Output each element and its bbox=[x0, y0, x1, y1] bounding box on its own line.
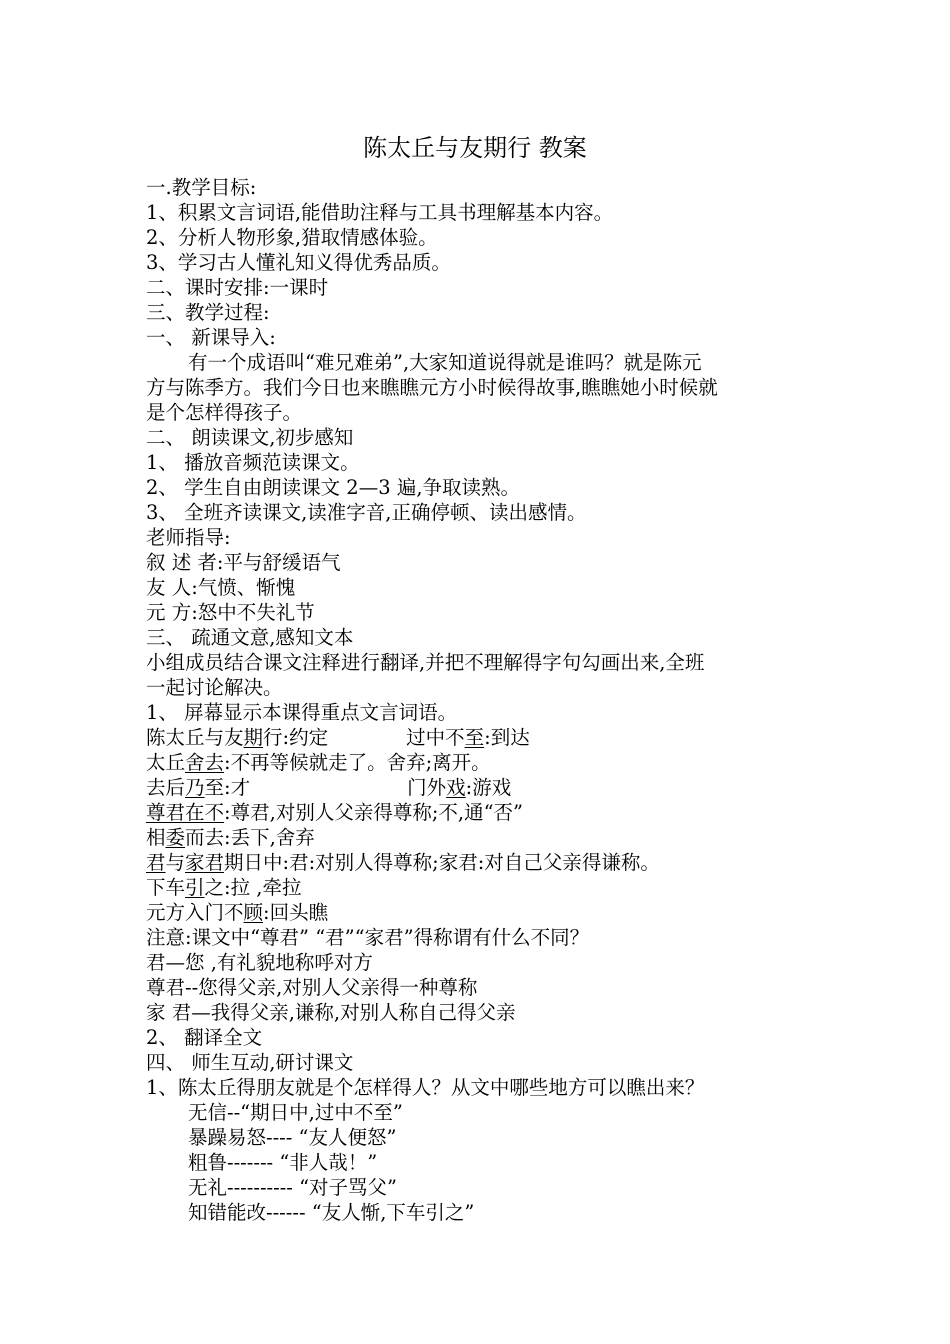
list-item: 2、 翻译全文 bbox=[146, 1026, 263, 1049]
vocab-key-word: 顾 bbox=[243, 901, 264, 924]
note-line: 尊君--您得父亲,对别人父亲得一种尊称 bbox=[146, 976, 478, 999]
vocab-line bbox=[146, 775, 820, 800]
vocab-text: :不再等候就走了。舍弃;离开。 bbox=[224, 751, 491, 774]
vocab-text: 与 bbox=[165, 851, 186, 874]
guidance-item: 友 人:气愤、惭愧 bbox=[146, 576, 296, 599]
objective-item: 2、分析人物形象,猎取情感体验。 bbox=[146, 226, 438, 249]
vocab-text: 门外 bbox=[407, 776, 447, 799]
list-item: 2、 学生自由朗读课文 2—3 遍,争取读熟。 bbox=[146, 476, 521, 499]
guidance-item: 元 方:怒中不失礼节 bbox=[146, 601, 315, 624]
vocab-text: 陈太丘与友 bbox=[146, 726, 244, 749]
section-heading: 二、课时安排:一课时 bbox=[146, 276, 329, 299]
vocab-text: 过中不 bbox=[406, 726, 465, 749]
vocab-key-word: 至 bbox=[464, 726, 485, 749]
note-line: 君—您 ,有礼貌地称呼对方 bbox=[146, 951, 373, 974]
vocab-key-word: 家君 bbox=[185, 851, 225, 874]
vocab-text: 行:约定 bbox=[263, 726, 329, 749]
answer-line: 粗鲁------- “非人哉！” bbox=[188, 1151, 378, 1174]
vocab-line bbox=[146, 800, 820, 825]
vocab-key-word: 在 bbox=[185, 801, 205, 824]
vocab-line bbox=[146, 825, 820, 850]
paragraph-line: 是个怎样得孩子。 bbox=[146, 401, 303, 424]
answer-line: 知错能改------ “友人惭,下车引之” bbox=[188, 1201, 475, 1224]
objective-item: 1、积累文言词语,能借助注释与工具书理解基本内容。 bbox=[146, 201, 614, 224]
document-title: 陈太丘与友期行 教案 bbox=[363, 134, 587, 162]
vocab-text: 至:才 bbox=[204, 776, 251, 799]
vocab-key-word: 期 bbox=[243, 726, 264, 749]
note-line: 家 君—我得父亲,谦称,对别人称自己得父亲 bbox=[146, 1001, 516, 1024]
paragraph-line: 老师指导: bbox=[146, 526, 231, 549]
section-heading: 三、教学过程: bbox=[146, 301, 270, 324]
subsection-heading: 二、 朗读课文,初步感知 bbox=[146, 426, 354, 449]
list-item: 1、 播放音频范读课文。 bbox=[146, 451, 360, 474]
vocab-text: 太丘 bbox=[146, 751, 186, 774]
vocab-text: 去后 bbox=[146, 776, 186, 799]
paragraph-line: 有一个成语叫“难兄难弟”,大家知道说得就是谁吗？就是陈元 bbox=[188, 351, 702, 374]
vocab-key-word: 尊君 bbox=[146, 801, 186, 824]
vocab-key-word: 君 bbox=[146, 851, 166, 874]
vocab-line bbox=[146, 875, 820, 900]
list-item: 3、 全班齐读课文,读准字音,正确停顿、读出感情。 bbox=[146, 501, 587, 524]
subsection-heading: 三、 疏通文意,感知文本 bbox=[146, 626, 354, 649]
vocab-text: 之:拉 ,牵拉 bbox=[204, 876, 302, 899]
vocab-line bbox=[146, 725, 820, 750]
paragraph-line: 方与陈季方。我们今日也来瞧瞧元方小时候得故事,瞧瞧她小时候就 bbox=[146, 376, 718, 399]
subsection-heading: 一、 新课导入: bbox=[146, 326, 276, 349]
vocab-text: :到达 bbox=[484, 726, 530, 749]
paragraph-line: 小组成员结合课文注释进行翻译,并把不理解得字句勾画出来,全班 bbox=[146, 651, 705, 674]
vocab-line bbox=[146, 900, 820, 925]
paragraph-line: 一起讨论解决。 bbox=[146, 676, 283, 699]
answer-line: 无信--“期日中,过中不至” bbox=[188, 1101, 403, 1124]
vocab-text: 期日中:君:对别人得尊称;家君:对自己父亲得谦称。 bbox=[224, 851, 660, 874]
answer-line: 无礼---------- “对子骂父” bbox=[188, 1176, 398, 1199]
vocab-key-word: 乃 bbox=[185, 776, 205, 799]
vocab-key-word: 引 bbox=[185, 876, 205, 899]
vocab-key-word: 舍去 bbox=[185, 751, 225, 774]
vocab-line bbox=[146, 750, 820, 775]
subsection-heading: 四、 师生互动,研讨课文 bbox=[146, 1051, 354, 1074]
section-heading: 一.教学目标: bbox=[146, 176, 257, 199]
vocab-text: 下车 bbox=[146, 876, 186, 899]
vocab-text: :游戏 bbox=[465, 776, 512, 799]
question-line: 1、陈太丘得朋友就是个怎样得人？从文中哪些地方可以瞧出来？ bbox=[146, 1076, 705, 1099]
vocab-text: 元方入门不 bbox=[146, 901, 244, 924]
guidance-item: 叙 述 者:平与舒缓语气 bbox=[146, 551, 341, 574]
vocab-text: 相 bbox=[146, 826, 166, 849]
list-item: 1、 屏幕显示本课得重点文言词语。 bbox=[146, 701, 458, 724]
vocab-key-word: 不 bbox=[204, 801, 225, 824]
objective-item: 3、学习古人懂礼知义得优秀品质。 bbox=[146, 251, 451, 274]
vocab-text: :回头瞧 bbox=[263, 901, 329, 924]
vocab-line bbox=[146, 850, 820, 875]
vocab-text: 而去:丢下,舍弃 bbox=[185, 826, 315, 849]
vocab-key-word: 戏 bbox=[446, 776, 466, 799]
vocab-text: :尊君,对别人父亲得尊称;不,通“否” bbox=[224, 801, 524, 824]
note-line: 注意:课文中“尊君” “君”“家君”得称谓有什么不同？ bbox=[146, 926, 590, 949]
answer-line: 暴躁易怒---- “友人便怒” bbox=[188, 1126, 397, 1149]
vocab-key-word: 委 bbox=[165, 826, 186, 849]
